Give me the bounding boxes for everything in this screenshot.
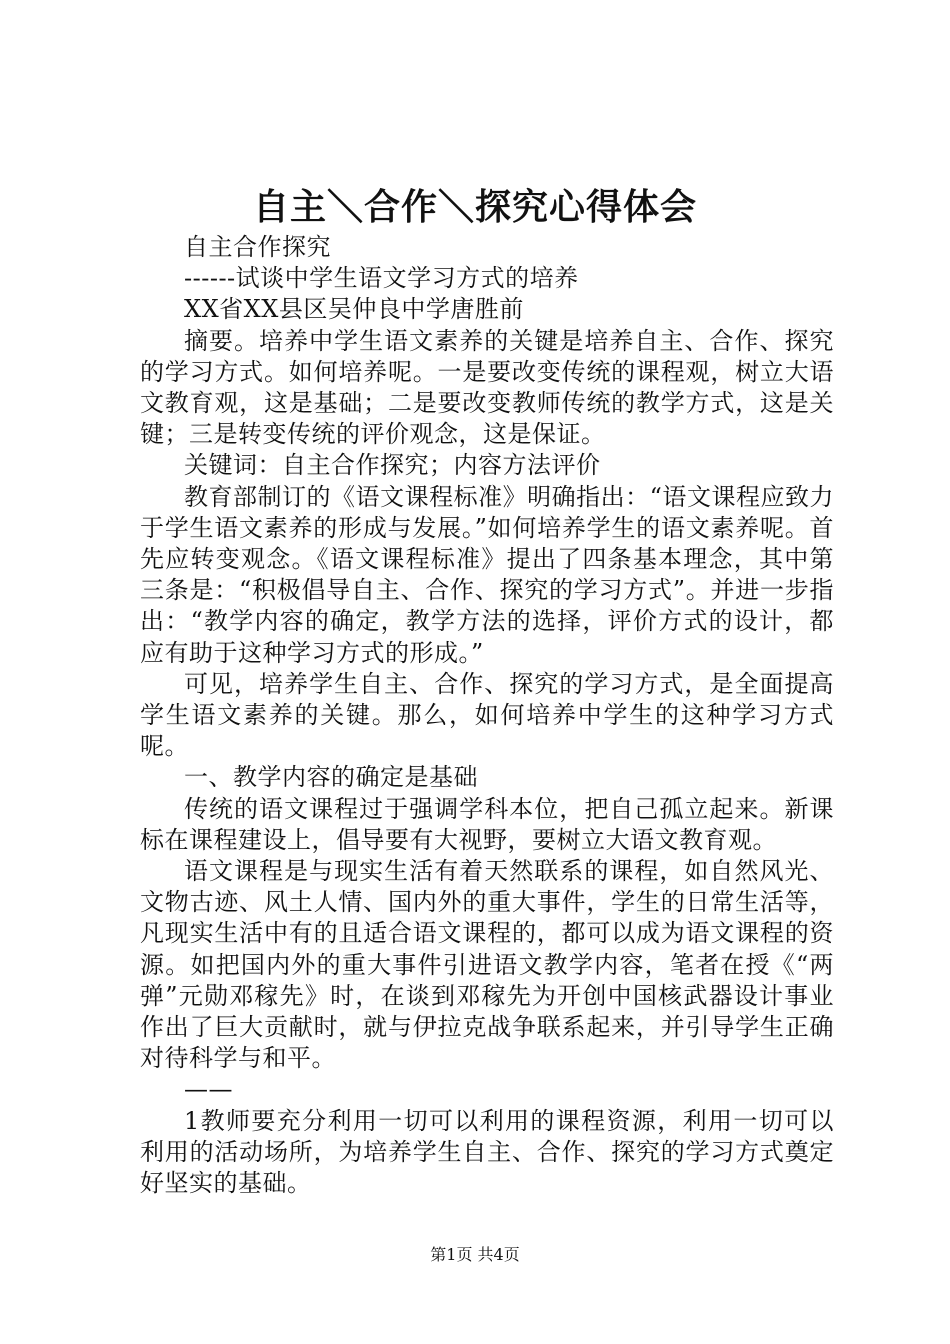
document-body [140, 232, 834, 1199]
body-paragraph: 语文课程是与现实生活有着天然联系的课程，如自然风光、文物古迹、风土人情、国内外的重大事件，学生的日常生活等，凡现实生活中有的且适合语文课程的，都可以成为语文课程的资源。如把国内外的重大事件引进语文教学内容，笔者在授《“两弹”元勋邓稼先》时，在谈到邓稼先为开创中国核武器设计事业作出了巨大贡献时，就与伊拉克战争联系起来，并引导学生正确对待科学与和平。 [140, 857, 834, 1073]
body-paragraph: 可见，培养学生自主、合作、探究的学习方式，是全面提高学生语文素养的关键。那么，如何培养中学生的这种学习方式呢。 [140, 669, 834, 761]
subtitle-line: 自主合作探究 [184, 233, 331, 261]
abstract-paragraph: 摘要。培养中学生语文素养的关键是培养自主、合作、探究的学习方式。如何培养呢。一是要改变传统的课程观，树立大语文教育观，这是基础；二是要改变教师传统的教学方式，这是关键；三是转变传统的评价观念，这是保证。 [140, 326, 834, 449]
page-footer: 第1页 共4页 [430, 1245, 520, 1264]
keywords-line: 关键词：自主合作探究；内容方法评价 [184, 451, 601, 480]
dash-separator: —— [184, 1075, 233, 1104]
body-paragraph: 教育部制订的《语文课程标准》明确指出：“语文课程应致力于学生语文素养的形成与发展。”如何培养学生的语文素养呢。首先应转变观念。《语文课程标准》提出了四条基本理念，其中第三条是：“积极倡导自主、合作、探究的学习方式”。并进一步指出：“教学内容的确定，教学方法的选择，评价方式的设计，都应有助于这种学习方式的形成。” [140, 482, 834, 667]
body-paragraph: 1教师要充分利用一切可以利用的课程资源，利用一切可以利用的活动场所，为培养学生自主、合作、探究的学习方式奠定好坚实的基础。 [140, 1106, 834, 1198]
document-title: 自主＼合作＼探究心得体会 [252, 187, 697, 228]
author-line: XX省XX县区吴仲良中学唐胜前 [184, 295, 524, 324]
section-heading: 一、教学内容的确定是基础 [184, 763, 478, 792]
subtitle-line: ------试谈中学生语文学习方式的培养 [184, 264, 579, 293]
body-paragraph: 传统的语文课程过于强调学科本位，把自己孤立起来。新课标在课程建设上，倡导要有大视野，要树立大语文教育观。 [140, 794, 834, 854]
